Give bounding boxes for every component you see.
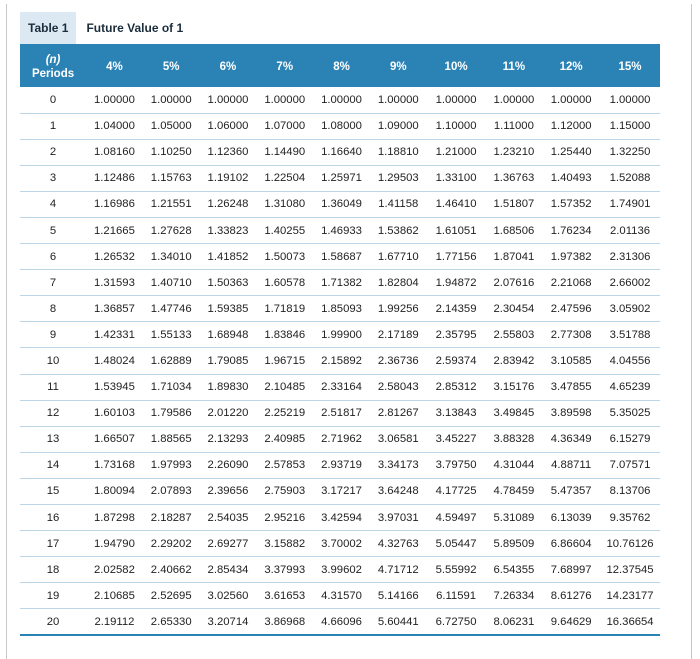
value-cell: 2.07893	[143, 478, 200, 504]
value-cell: 3.34173	[370, 452, 427, 478]
value-cell: 2.51817	[313, 400, 370, 426]
value-cell: 3.15882	[256, 531, 313, 557]
value-cell: 1.25971	[313, 165, 370, 191]
value-cell: 1.16986	[86, 191, 143, 217]
value-cell: 2.39656	[200, 478, 257, 504]
header-row	[20, 47, 660, 87]
value-cell: 3.47855	[542, 374, 600, 400]
value-cell: 1.26532	[86, 244, 143, 270]
value-cell: 7.68997	[542, 557, 600, 583]
value-cell: 7.07571	[600, 452, 660, 478]
value-cell: 1.26248	[200, 191, 257, 217]
value-cell: 1.79586	[143, 400, 200, 426]
value-cell: 4.78459	[485, 478, 542, 504]
value-cell: 1.85093	[313, 296, 370, 322]
value-cell: 2.30454	[485, 296, 542, 322]
value-cell: 4.71712	[370, 557, 427, 583]
value-cell: 5.47357	[542, 478, 600, 504]
value-cell: 1.04000	[86, 113, 143, 139]
value-cell: 3.10585	[542, 348, 600, 374]
value-cell: 1.50073	[256, 244, 313, 270]
value-cell: 3.45227	[427, 426, 486, 452]
value-cell: 6.54355	[485, 557, 542, 583]
value-cell: 1.06000	[200, 113, 257, 139]
value-cell: 1.94872	[427, 270, 486, 296]
value-cell: 2.36736	[370, 348, 427, 374]
period-cell: 18	[20, 557, 86, 583]
value-cell: 1.33823	[200, 217, 257, 243]
rate-column-header: 7%	[256, 47, 313, 87]
value-cell: 2.66002	[600, 270, 660, 296]
value-cell: 1.48024	[86, 348, 143, 374]
value-cell: 1.50363	[200, 270, 257, 296]
value-cell: 3.20714	[200, 609, 257, 635]
value-cell: 2.31306	[600, 244, 660, 270]
value-cell: 1.58687	[313, 244, 370, 270]
period-cell: 3	[20, 165, 86, 191]
value-cell: 1.31593	[86, 270, 143, 296]
value-cell: 3.61653	[256, 583, 313, 609]
value-cell: 1.94790	[86, 531, 143, 557]
value-cell: 3.42594	[313, 505, 370, 531]
value-cell: 1.73168	[86, 452, 143, 478]
value-cell: 2.54035	[200, 505, 257, 531]
value-cell: 1.33100	[427, 165, 486, 191]
value-cell: 1.57352	[542, 191, 600, 217]
value-cell: 1.10250	[143, 139, 200, 165]
value-cell: 1.42331	[86, 322, 143, 348]
value-cell: 2.35795	[427, 322, 486, 348]
periods-header-n: (n)	[45, 54, 61, 66]
value-cell: 1.31080	[256, 191, 313, 217]
value-cell: 3.79750	[427, 452, 486, 478]
value-cell: 10.76126	[600, 531, 660, 557]
value-cell: 1.00000	[143, 87, 200, 113]
table-caption	[20, 12, 183, 44]
value-cell: 2.26090	[200, 452, 257, 478]
value-cell: 1.99256	[370, 296, 427, 322]
value-cell: 1.00000	[256, 87, 313, 113]
value-cell: 3.15176	[485, 374, 542, 400]
table-row	[20, 113, 660, 139]
value-cell: 1.67710	[370, 244, 427, 270]
value-cell: 1.40493	[542, 165, 600, 191]
value-cell: 1.74901	[600, 191, 660, 217]
table-row	[20, 374, 660, 400]
period-cell: 6	[20, 244, 86, 270]
table-row	[20, 270, 660, 296]
value-cell: 2.71962	[313, 426, 370, 452]
value-cell: 3.88328	[485, 426, 542, 452]
value-cell: 1.00000	[200, 87, 257, 113]
value-cell: 1.87298	[86, 505, 143, 531]
period-cell: 8	[20, 296, 86, 322]
period-cell: 1	[20, 113, 86, 139]
value-cell: 1.23210	[485, 139, 542, 165]
table-row	[20, 583, 660, 609]
future-value-table	[20, 47, 660, 636]
value-cell: 1.41852	[200, 244, 257, 270]
value-cell: 6.15279	[600, 426, 660, 452]
value-cell: 1.15763	[143, 165, 200, 191]
rate-column-header: 4%	[86, 47, 143, 87]
value-cell: 2.85434	[200, 557, 257, 583]
value-cell: 4.04556	[600, 348, 660, 374]
value-cell: 7.26334	[485, 583, 542, 609]
value-cell: 2.25219	[256, 400, 313, 426]
value-cell: 1.60103	[86, 400, 143, 426]
value-cell: 1.00000	[313, 87, 370, 113]
value-cell: 14.23177	[600, 583, 660, 609]
value-cell: 3.86968	[256, 609, 313, 635]
table-row	[20, 217, 660, 243]
value-cell: 1.80094	[86, 478, 143, 504]
value-cell: 1.29503	[370, 165, 427, 191]
value-cell: 2.10685	[86, 583, 143, 609]
value-cell: 1.08160	[86, 139, 143, 165]
periods-column-header	[20, 47, 86, 87]
period-cell: 19	[20, 583, 86, 609]
value-cell: 3.49845	[485, 400, 542, 426]
value-cell: 2.93719	[313, 452, 370, 478]
period-cell: 16	[20, 505, 86, 531]
value-cell: 3.02560	[200, 583, 257, 609]
table-row	[20, 452, 660, 478]
value-cell: 1.82804	[370, 270, 427, 296]
period-cell: 9	[20, 322, 86, 348]
value-cell: 2.65330	[143, 609, 200, 635]
value-cell: 1.00000	[370, 87, 427, 113]
period-cell: 12	[20, 400, 86, 426]
value-cell: 2.15892	[313, 348, 370, 374]
period-cell: 10	[20, 348, 86, 374]
value-cell: 2.21068	[542, 270, 600, 296]
value-cell: 2.95216	[256, 505, 313, 531]
value-cell: 6.11591	[427, 583, 486, 609]
value-cell: 1.88565	[143, 426, 200, 452]
rate-column-header: 12%	[542, 47, 600, 87]
value-cell: 1.15000	[600, 113, 660, 139]
value-cell: 1.34010	[143, 244, 200, 270]
value-cell: 9.64629	[542, 609, 600, 635]
value-cell: 3.17217	[313, 478, 370, 504]
table-row	[20, 505, 660, 531]
value-cell: 1.68506	[485, 217, 542, 243]
value-cell: 3.97031	[370, 505, 427, 531]
value-cell: 1.41158	[370, 191, 427, 217]
value-cell: 5.60441	[370, 609, 427, 635]
value-cell: 1.09000	[370, 113, 427, 139]
value-cell: 1.08000	[313, 113, 370, 139]
value-cell: 3.13843	[427, 400, 486, 426]
value-cell: 1.14490	[256, 139, 313, 165]
value-cell: 2.13293	[200, 426, 257, 452]
value-cell: 3.70002	[313, 531, 370, 557]
value-cell: 3.37993	[256, 557, 313, 583]
period-cell: 17	[20, 531, 86, 557]
value-cell: 1.53862	[370, 217, 427, 243]
value-cell: 8.13706	[600, 478, 660, 504]
value-cell: 1.79085	[200, 348, 257, 374]
value-cell: 1.52088	[600, 165, 660, 191]
period-cell: 11	[20, 374, 86, 400]
value-cell: 1.53945	[86, 374, 143, 400]
period-cell: 2	[20, 139, 86, 165]
value-cell: 1.71819	[256, 296, 313, 322]
rate-column-header: 15%	[600, 47, 660, 87]
value-cell: 2.18287	[143, 505, 200, 531]
value-cell: 8.06231	[485, 609, 542, 635]
value-cell: 1.00000	[427, 87, 486, 113]
value-cell: 1.00000	[542, 87, 600, 113]
value-cell: 2.47596	[542, 296, 600, 322]
value-cell: 2.17189	[370, 322, 427, 348]
value-cell: 2.10485	[256, 374, 313, 400]
table-row	[20, 531, 660, 557]
value-cell: 1.99900	[313, 322, 370, 348]
value-cell: 1.12360	[200, 139, 257, 165]
value-cell: 2.75903	[256, 478, 313, 504]
value-cell: 5.05447	[427, 531, 486, 557]
table-row	[20, 87, 660, 113]
table-row	[20, 139, 660, 165]
value-cell: 1.61051	[427, 217, 486, 243]
value-cell: 1.07000	[256, 113, 313, 139]
value-cell: 2.33164	[313, 374, 370, 400]
table-row	[20, 400, 660, 426]
value-cell: 2.55803	[485, 322, 542, 348]
value-cell: 2.77308	[542, 322, 600, 348]
value-cell: 1.97382	[542, 244, 600, 270]
value-cell: 1.32250	[600, 139, 660, 165]
value-cell: 6.86604	[542, 531, 600, 557]
value-cell: 1.05000	[143, 113, 200, 139]
period-cell: 5	[20, 217, 86, 243]
value-cell: 4.32763	[370, 531, 427, 557]
value-cell: 1.96715	[256, 348, 313, 374]
value-cell: 6.13039	[542, 505, 600, 531]
value-cell: 1.00000	[485, 87, 542, 113]
table-row	[20, 322, 660, 348]
table-row	[20, 609, 660, 635]
value-cell: 12.37545	[600, 557, 660, 583]
value-cell: 1.87041	[485, 244, 542, 270]
rate-column-header: 11%	[485, 47, 542, 87]
value-cell: 1.83846	[256, 322, 313, 348]
value-cell: 1.16640	[313, 139, 370, 165]
value-cell: 2.07616	[485, 270, 542, 296]
value-cell: 1.71382	[313, 270, 370, 296]
value-cell: 16.36654	[600, 609, 660, 635]
value-cell: 5.14166	[370, 583, 427, 609]
value-cell: 3.05902	[600, 296, 660, 322]
value-cell: 2.40662	[143, 557, 200, 583]
value-cell: 1.00000	[86, 87, 143, 113]
table-row	[20, 165, 660, 191]
value-cell: 4.17725	[427, 478, 486, 504]
value-cell: 8.61276	[542, 583, 600, 609]
periods-header-label: Periods	[31, 68, 75, 80]
value-cell: 5.31089	[485, 505, 542, 531]
value-cell: 1.46410	[427, 191, 486, 217]
value-cell: 1.36857	[86, 296, 143, 322]
value-cell: 1.71034	[143, 374, 200, 400]
value-cell: 5.35025	[600, 400, 660, 426]
value-cell: 4.59497	[427, 505, 486, 531]
table-row	[20, 557, 660, 583]
value-cell: 1.66507	[86, 426, 143, 452]
value-cell: 1.60578	[256, 270, 313, 296]
value-cell: 1.12000	[542, 113, 600, 139]
value-cell: 2.02582	[86, 557, 143, 583]
value-cell: 1.27628	[143, 217, 200, 243]
table-row	[20, 191, 660, 217]
period-cell: 15	[20, 478, 86, 504]
value-cell: 1.36763	[485, 165, 542, 191]
value-cell: 5.55992	[427, 557, 486, 583]
value-cell: 1.00000	[600, 87, 660, 113]
value-cell: 3.06581	[370, 426, 427, 452]
value-cell: 5.89509	[485, 531, 542, 557]
value-cell: 4.65239	[600, 374, 660, 400]
value-cell: 1.47746	[143, 296, 200, 322]
period-cell: 13	[20, 426, 86, 452]
value-cell: 1.77156	[427, 244, 486, 270]
period-cell: 14	[20, 452, 86, 478]
value-cell: 1.19102	[200, 165, 257, 191]
value-cell: 1.22504	[256, 165, 313, 191]
value-cell: 4.31044	[485, 452, 542, 478]
value-cell: 3.99602	[313, 557, 370, 583]
rate-column-header: 5%	[143, 47, 200, 87]
value-cell: 4.36349	[542, 426, 600, 452]
value-cell: 1.21665	[86, 217, 143, 243]
value-cell: 1.11000	[485, 113, 542, 139]
value-cell: 3.89598	[542, 400, 600, 426]
value-cell: 2.14359	[427, 296, 486, 322]
value-cell: 1.18810	[370, 139, 427, 165]
value-cell: 1.40710	[143, 270, 200, 296]
value-cell: 2.85312	[427, 374, 486, 400]
value-cell: 6.72750	[427, 609, 486, 635]
table-row	[20, 426, 660, 452]
value-cell: 1.76234	[542, 217, 600, 243]
value-cell: 2.83942	[485, 348, 542, 374]
table-title: Future Value of 1	[86, 21, 184, 35]
value-cell: 1.89830	[200, 374, 257, 400]
value-cell: 2.69277	[200, 531, 257, 557]
period-cell: 20	[20, 609, 86, 635]
period-cell: 0	[20, 87, 86, 113]
table-number-label: Table 1	[20, 12, 76, 44]
rate-column-header: 10%	[427, 47, 486, 87]
value-cell: 4.66096	[313, 609, 370, 635]
value-cell: 1.59385	[200, 296, 257, 322]
value-cell: 2.59374	[427, 348, 486, 374]
value-cell: 1.40255	[256, 217, 313, 243]
value-cell: 1.10000	[427, 113, 486, 139]
value-cell: 1.25440	[542, 139, 600, 165]
value-cell: 1.62889	[143, 348, 200, 374]
table-row	[20, 296, 660, 322]
value-cell: 3.64248	[370, 478, 427, 504]
value-cell: 4.31570	[313, 583, 370, 609]
value-cell: 2.58043	[370, 374, 427, 400]
value-cell: 1.46933	[313, 217, 370, 243]
value-cell: 1.12486	[86, 165, 143, 191]
value-cell: 1.51807	[485, 191, 542, 217]
period-cell: 7	[20, 270, 86, 296]
table-row	[20, 244, 660, 270]
value-cell: 1.21000	[427, 139, 486, 165]
table-body	[20, 87, 660, 635]
period-cell: 4	[20, 191, 86, 217]
value-cell: 2.52695	[143, 583, 200, 609]
value-cell: 2.01220	[200, 400, 257, 426]
value-cell: 2.81267	[370, 400, 427, 426]
value-cell: 1.55133	[143, 322, 200, 348]
value-cell: 2.57853	[256, 452, 313, 478]
value-cell: 2.19112	[86, 609, 143, 635]
table-row	[20, 348, 660, 374]
rate-column-header: 8%	[313, 47, 370, 87]
rate-column-header: 6%	[200, 47, 257, 87]
value-cell: 1.36049	[313, 191, 370, 217]
table-row	[20, 478, 660, 504]
value-cell: 9.35762	[600, 505, 660, 531]
rate-column-header: 9%	[370, 47, 427, 87]
value-cell: 3.51788	[600, 322, 660, 348]
value-cell: 2.29202	[143, 531, 200, 557]
value-cell: 4.88711	[542, 452, 600, 478]
value-cell: 2.40985	[256, 426, 313, 452]
value-cell: 1.97993	[143, 452, 200, 478]
value-cell: 2.01136	[600, 217, 660, 243]
value-cell: 1.68948	[200, 322, 257, 348]
value-cell: 1.21551	[143, 191, 200, 217]
